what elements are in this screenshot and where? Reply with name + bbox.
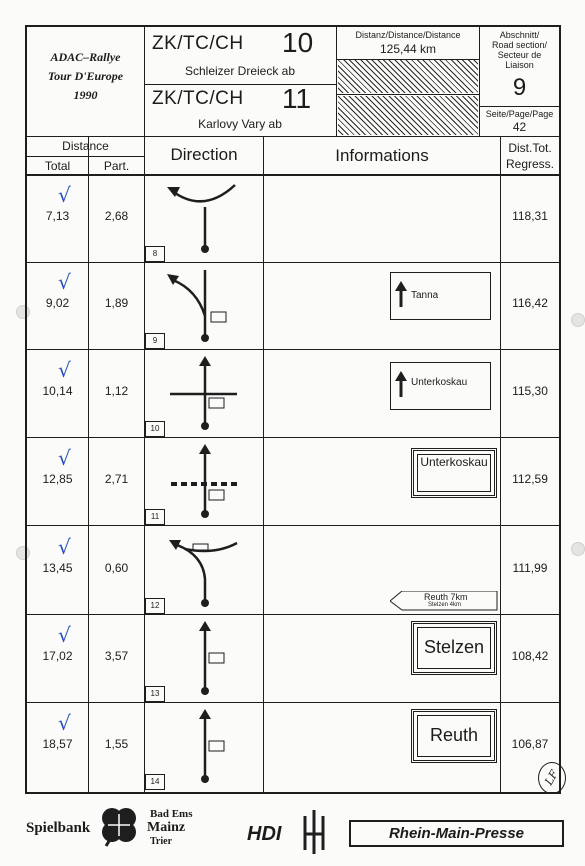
part-distance: 1,12 — [104, 384, 129, 398]
column-total: Total — [44, 159, 71, 173]
road-crossing — [175, 185, 235, 201]
rally-title — [27, 48, 144, 105]
sponsor-city: Bad Ems — [150, 808, 193, 820]
regress-distance: 115,30 — [512, 384, 548, 398]
total-distance: 9,02 — [45, 296, 70, 310]
regress-distance: 112,59 — [512, 472, 548, 486]
sign-subtext: Stelzen 4km — [428, 602, 462, 608]
from-control-number: 10 — [282, 27, 314, 58]
regress-distance: 106,87 — [511, 737, 549, 751]
start-dot — [201, 687, 209, 695]
instruction-number: 12 — [145, 598, 165, 614]
check-mark: √ — [58, 446, 71, 470]
to-control-code: ZK/TC/CH — [152, 88, 244, 109]
sign-text: Tanna — [411, 290, 439, 301]
to-control-number: 11 — [282, 83, 312, 114]
instruction-number: 10 — [145, 421, 165, 437]
town-sign — [411, 448, 497, 498]
direction-sign — [390, 272, 491, 320]
sign-marker — [211, 312, 226, 322]
sponsor-hdi — [247, 810, 357, 856]
sign-text: Stelzen — [423, 637, 485, 657]
from-control-place: Schleizer Dreieck ab — [184, 64, 296, 78]
start-dot — [201, 422, 209, 430]
hatched-field — [338, 96, 478, 135]
total-distance: 7,13 — [45, 209, 70, 223]
hdi-text: HDI — [247, 823, 282, 845]
page-value: 42 — [512, 120, 527, 134]
start-dot — [201, 334, 209, 342]
clover-logo — [96, 802, 142, 848]
section-value: 9 — [512, 74, 527, 101]
arrow-head-icon — [199, 709, 211, 719]
check-mark: √ — [58, 711, 71, 735]
town-sign — [411, 621, 497, 675]
initials-stamp — [538, 762, 566, 794]
part-distance: 2,68 — [104, 209, 129, 223]
instruction-row — [0, 615, 585, 703]
hatched-field — [338, 60, 478, 93]
total-distance: 10,14 — [42, 384, 73, 398]
instruction-number: 14 — [145, 774, 165, 790]
section-label-line: Secteur de — [497, 50, 542, 60]
column-dist-tot-line: Dist.Tot. — [508, 141, 552, 155]
check-mark: √ — [58, 270, 71, 294]
check-mark: √ — [58, 358, 71, 382]
instruction-row — [0, 175, 585, 263]
instruction-number: 9 — [145, 333, 165, 349]
part-distance: 0,60 — [104, 561, 129, 575]
check-mark: √ — [58, 623, 71, 647]
rally-title-line: ADAC–Rallye — [50, 50, 121, 64]
start-dot — [201, 245, 209, 253]
sign-marker — [209, 741, 224, 751]
instruction-row — [0, 703, 585, 791]
route-line — [177, 545, 205, 603]
sign-marker — [209, 653, 224, 663]
instruction-row — [0, 438, 585, 526]
column-distance: Distance — [62, 139, 109, 153]
up-arrow-icon — [395, 371, 407, 397]
section-label-line: Road section/ — [491, 40, 548, 50]
town-sign — [411, 709, 497, 763]
column-part: Part. — [103, 159, 130, 173]
sign-marker — [209, 398, 224, 408]
route-line — [173, 280, 205, 316]
rally-title-line: 1990 — [73, 88, 98, 102]
instruction-row — [0, 527, 585, 615]
sign-text: Unterkoskau — [411, 377, 468, 388]
instruction-row — [0, 262, 585, 350]
section-label — [480, 30, 559, 70]
column-dist-tot-line: Regress. — [505, 157, 555, 171]
distance-value: 125,44 km — [379, 42, 437, 56]
part-distance: 1,89 — [104, 296, 129, 310]
to-control-place: Karlovy Vary ab — [198, 117, 282, 131]
direction-sign — [390, 362, 491, 410]
check-mark: √ — [58, 183, 71, 207]
start-dot — [201, 510, 209, 518]
sponsor-spielbank: Spielbank — [26, 820, 91, 836]
check-mark: √ — [58, 535, 71, 559]
regress-distance: 108,42 — [511, 649, 549, 663]
rally-title-line: Tour D'Europe — [47, 69, 124, 83]
up-arrow-icon — [395, 281, 407, 307]
part-distance: 2,71 — [104, 472, 129, 486]
regress-distance: 111,99 — [512, 561, 548, 575]
sign-marker — [193, 544, 208, 550]
sponsor-city: Trier — [150, 836, 173, 847]
instruction-number: 13 — [145, 686, 165, 702]
hdi-logo-icon — [301, 810, 327, 854]
section-label-line: Abschnitt/ — [499, 30, 540, 40]
regress-distance: 116,42 — [512, 296, 548, 310]
from-control-code: ZK/TC/CH — [152, 33, 244, 54]
total-distance: 12,85 — [42, 472, 73, 486]
start-dot — [201, 599, 209, 607]
regress-distance: 118,31 — [512, 209, 548, 223]
initials-text: LF — [542, 768, 561, 788]
start-dot — [201, 775, 209, 783]
column-informations: Informations — [335, 146, 429, 165]
total-distance: 18,57 — [42, 737, 73, 751]
distance-label: Distanz/Distance/Distance — [355, 30, 461, 40]
rhein-main-presse-text: Rhein-Main-Presse — [388, 825, 525, 842]
total-distance: 13,45 — [42, 561, 73, 575]
arrow-head-icon — [199, 444, 211, 454]
section-label-line: Liaison — [505, 60, 534, 70]
sign-text: Reuth 7km — [424, 592, 468, 602]
footer — [0, 800, 585, 860]
sign-text: Unterkoskau — [420, 455, 488, 469]
pointer-sign — [390, 591, 498, 611]
part-distance: 1,55 — [104, 737, 129, 751]
instruction-row — [0, 350, 585, 438]
arrow-head-icon — [167, 274, 179, 285]
arrow-head-icon — [199, 356, 211, 366]
part-distance: 3,57 — [104, 649, 129, 663]
total-distance: 17,02 — [42, 649, 73, 663]
column-direction: Direction — [170, 145, 238, 164]
sponsor-rhein-main-presse — [349, 820, 564, 847]
sign-text: Reuth — [429, 725, 479, 745]
page-label: Seite/Page/Page — [485, 109, 554, 119]
arrow-head-icon — [199, 621, 211, 631]
instruction-number: 11 — [145, 509, 165, 525]
sponsor-city: Mainz — [147, 820, 186, 835]
sign-marker — [209, 490, 224, 500]
column-dist-tot — [501, 140, 559, 172]
instruction-number: 8 — [145, 246, 165, 262]
